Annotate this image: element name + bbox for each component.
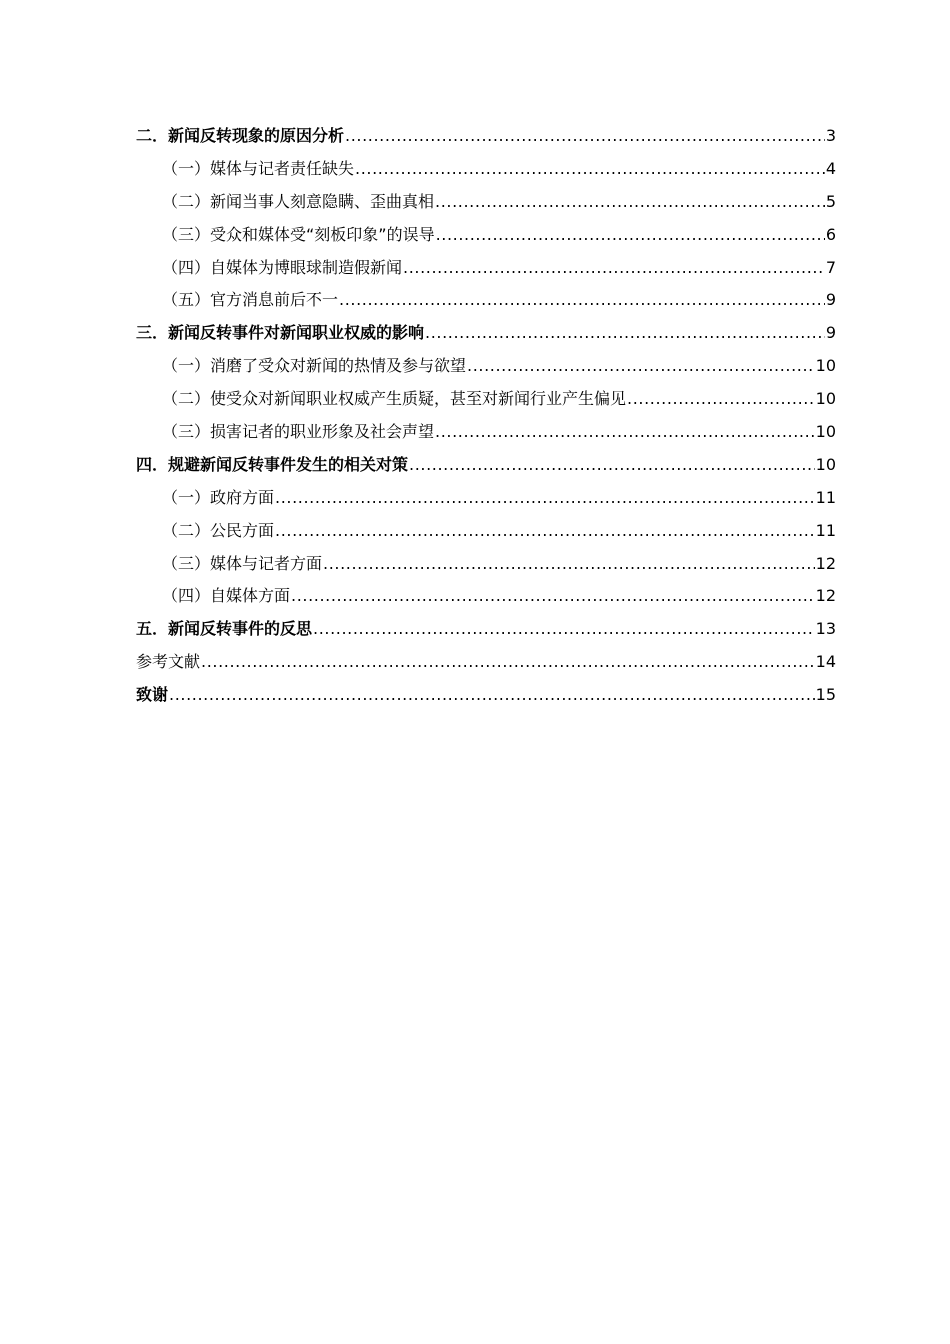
toc-entry[interactable] <box>136 416 836 449</box>
toc-entry-page: 10 <box>815 454 836 474</box>
toc-entry[interactable] <box>136 515 836 548</box>
toc-entry[interactable] <box>136 580 836 613</box>
toc-entry-title: 致谢 <box>136 685 169 705</box>
toc-entry-page: 10 <box>815 422 836 442</box>
toc-entry-title: 参考文献 <box>136 652 201 672</box>
toc-entry-page: 14 <box>815 652 836 672</box>
dot-leader <box>467 350 815 383</box>
toc-entry-title: （一）媒体与记者责任缺失 <box>162 158 355 178</box>
toc-entry[interactable] <box>136 646 836 679</box>
toc-entry-title: 四．规避新闻反转事件发生的相关对策 <box>136 454 409 474</box>
toc-entry-title: （二）新闻当事人刻意隐瞒、歪曲真相 <box>162 191 435 211</box>
toc-entry-page: 3 <box>825 126 836 145</box>
toc-entry[interactable] <box>136 449 836 482</box>
toc-entry-title: 五．新闻反转事件的反思 <box>136 619 313 639</box>
toc-entry-title: 二．新闻反转现象的原因分析 <box>136 126 345 145</box>
dot-leader <box>169 679 815 712</box>
toc-entry-page: 10 <box>815 356 836 376</box>
toc-entry[interactable] <box>136 219 836 252</box>
toc-entry-title: （五）官方消息前后不一 <box>162 290 339 310</box>
toc-entry[interactable] <box>136 548 836 581</box>
dot-leader <box>313 613 815 646</box>
toc-entry[interactable] <box>136 186 836 219</box>
toc-entry[interactable] <box>136 284 836 317</box>
toc-entry-page: 11 <box>815 520 836 540</box>
toc-entry-page: 9 <box>825 290 836 310</box>
toc-entry[interactable] <box>136 252 836 285</box>
toc-entry-title: （二）公民方面 <box>162 520 275 540</box>
toc-entry[interactable] <box>136 120 836 153</box>
dot-leader <box>627 383 815 416</box>
toc-entry-title: （三）媒体与记者方面 <box>162 553 323 573</box>
toc-entry-page: 12 <box>815 553 836 573</box>
dot-leader <box>355 153 825 186</box>
toc-entry-title: （三）损害记者的职业形象及社会声望 <box>162 422 435 442</box>
toc-entry-page: 4 <box>825 158 836 178</box>
toc-entry-page: 9 <box>825 323 836 343</box>
toc-entry-page: 15 <box>815 685 836 705</box>
dot-leader <box>275 515 815 548</box>
dot-leader <box>425 317 825 350</box>
toc-entry-title: 三．新闻反转事件对新闻职业权威的影响 <box>136 323 425 343</box>
dot-leader <box>339 284 825 317</box>
toc-entry-title: （四）自媒体方面 <box>162 586 291 606</box>
dot-leader <box>323 548 815 581</box>
toc-entry[interactable] <box>136 317 836 350</box>
toc-entry-title: （一）消磨了受众对新闻的热情及参与欲望 <box>162 356 467 376</box>
toc-entry-page: 11 <box>815 487 836 507</box>
dot-leader <box>345 120 825 153</box>
toc-entry-title: （四）自媒体为博眼球制造假新闻 <box>162 257 403 277</box>
toc-entry[interactable] <box>136 679 836 712</box>
toc-entry-page: 6 <box>825 224 836 244</box>
toc-entry-title: （一）政府方面 <box>162 487 275 507</box>
dot-leader <box>435 416 815 449</box>
toc-entry[interactable] <box>136 153 836 186</box>
toc-entry-page: 12 <box>815 586 836 606</box>
dot-leader <box>436 219 825 252</box>
dot-leader <box>291 580 815 613</box>
toc-entry[interactable] <box>136 383 836 416</box>
dot-leader <box>409 449 815 482</box>
toc-entry-page: 5 <box>825 191 836 211</box>
dot-leader <box>275 482 815 515</box>
dot-leader <box>403 252 825 285</box>
toc-entry[interactable] <box>136 350 836 383</box>
toc-entry-title: （三）受众和媒体受“刻板印象”的误导 <box>162 224 435 244</box>
toc-entry-title: （二）使受众对新闻职业权威产生质疑，甚至对新闻行业产生偏见 <box>162 389 627 409</box>
dot-leader <box>435 186 825 219</box>
toc-entry[interactable] <box>136 613 836 646</box>
toc-entry-page: 13 <box>815 619 836 639</box>
table-of-contents <box>136 120 836 712</box>
dot-leader <box>201 646 815 679</box>
toc-entry-page: 10 <box>815 389 836 409</box>
toc-entry-page: 7 <box>825 257 836 277</box>
toc-entry[interactable] <box>136 482 836 515</box>
